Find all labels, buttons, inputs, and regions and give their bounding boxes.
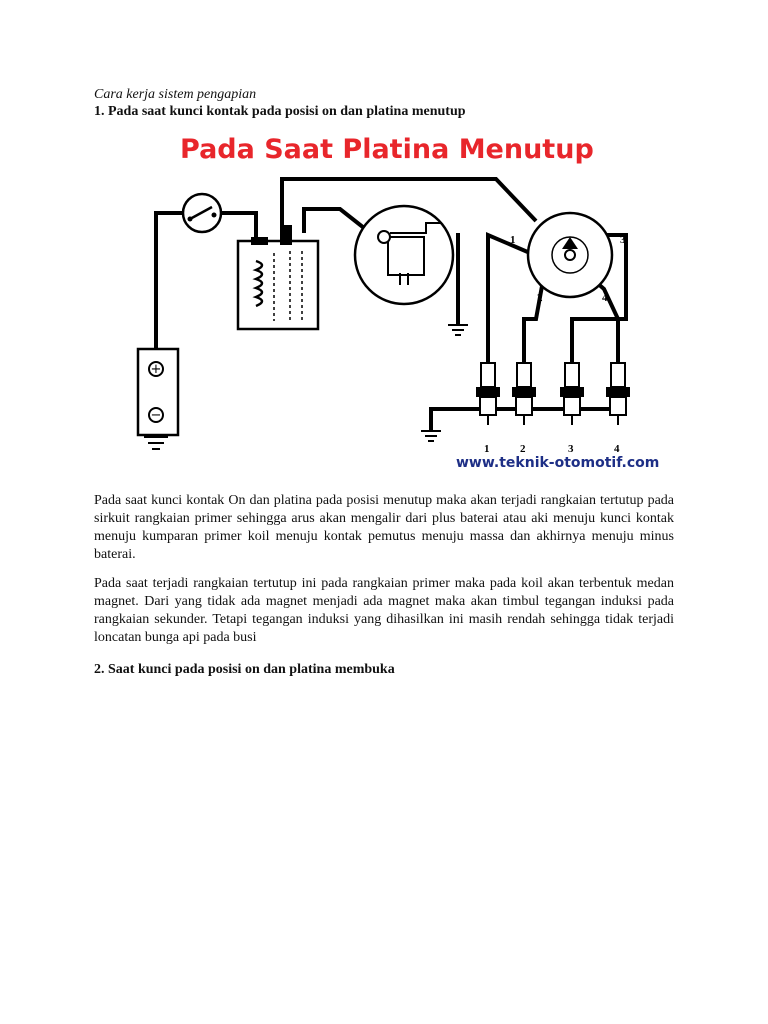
paragraph-primary-circuit: Pada saat kunci kontak On dan platina pada posisi menutup maka akan terjadi rangkaian tertutup pada sirkuit rangkaian primer sehingga arus akan mengalir dari plus baterai atau aki menuju kunci kontak menuju kumparan primer koil menuju kontak pemutus menuju massa dan akhirnya menuju minus baterai. [94, 493, 674, 562]
contact-breaker [355, 206, 453, 304]
battery-ground-icon [144, 437, 168, 449]
spark-plug [606, 363, 630, 425]
step2-heading: 2. Saat kunci pada posisi on dan platina membuka [94, 662, 395, 677]
spark-plug-number-2: 2 [520, 443, 526, 455]
diagram-watermark: www.teknik-otomotif.com [456, 455, 660, 471]
plug-ground-icon [421, 431, 441, 441]
step1-heading: 1. Pada saat kunci kontak pada posisi on dan platina menutup [94, 104, 466, 119]
distributor-lead-3: 3 [620, 234, 626, 246]
paragraph-induction: Pada saat terjadi rangkaian tertutup ini pada rangkaian primer maka pada koil akan terbentuk medan magnet. Dari yang tidak ada magnet menjadi ada magnet maka akan timbul tegangan induksi pada rangkaian sekunder. Tetapi tegangan induksi yang dihasilkan ini masih rendah sehingga tidak terjadi loncatan bunga api pada busi [94, 576, 674, 645]
ignition-diagram [126, 125, 710, 475]
spark-plug [476, 363, 500, 425]
diagram-title: Pada Saat Platina Menutup [180, 134, 594, 165]
spark-plug [512, 363, 536, 425]
battery-minus: − [150, 408, 162, 423]
spark-plug-number-4: 4 [614, 443, 620, 455]
battery [138, 349, 178, 435]
distributor [528, 213, 612, 297]
distributor-lead-2: 2 [537, 292, 543, 304]
ignition-switch [183, 194, 221, 232]
battery-plus: + [150, 362, 162, 377]
intro-heading: Cara kerja sistem pengapian [94, 87, 257, 102]
spark-plug [560, 363, 584, 425]
distributor-lead-4: 4 [602, 292, 608, 304]
spark-plug-number-1: 1 [484, 443, 490, 455]
spark-plug-number-3: 3 [568, 443, 574, 455]
distributor-lead-1: 1 [510, 234, 516, 246]
ignition-coil [238, 225, 318, 329]
breaker-ground-icon [448, 325, 468, 335]
